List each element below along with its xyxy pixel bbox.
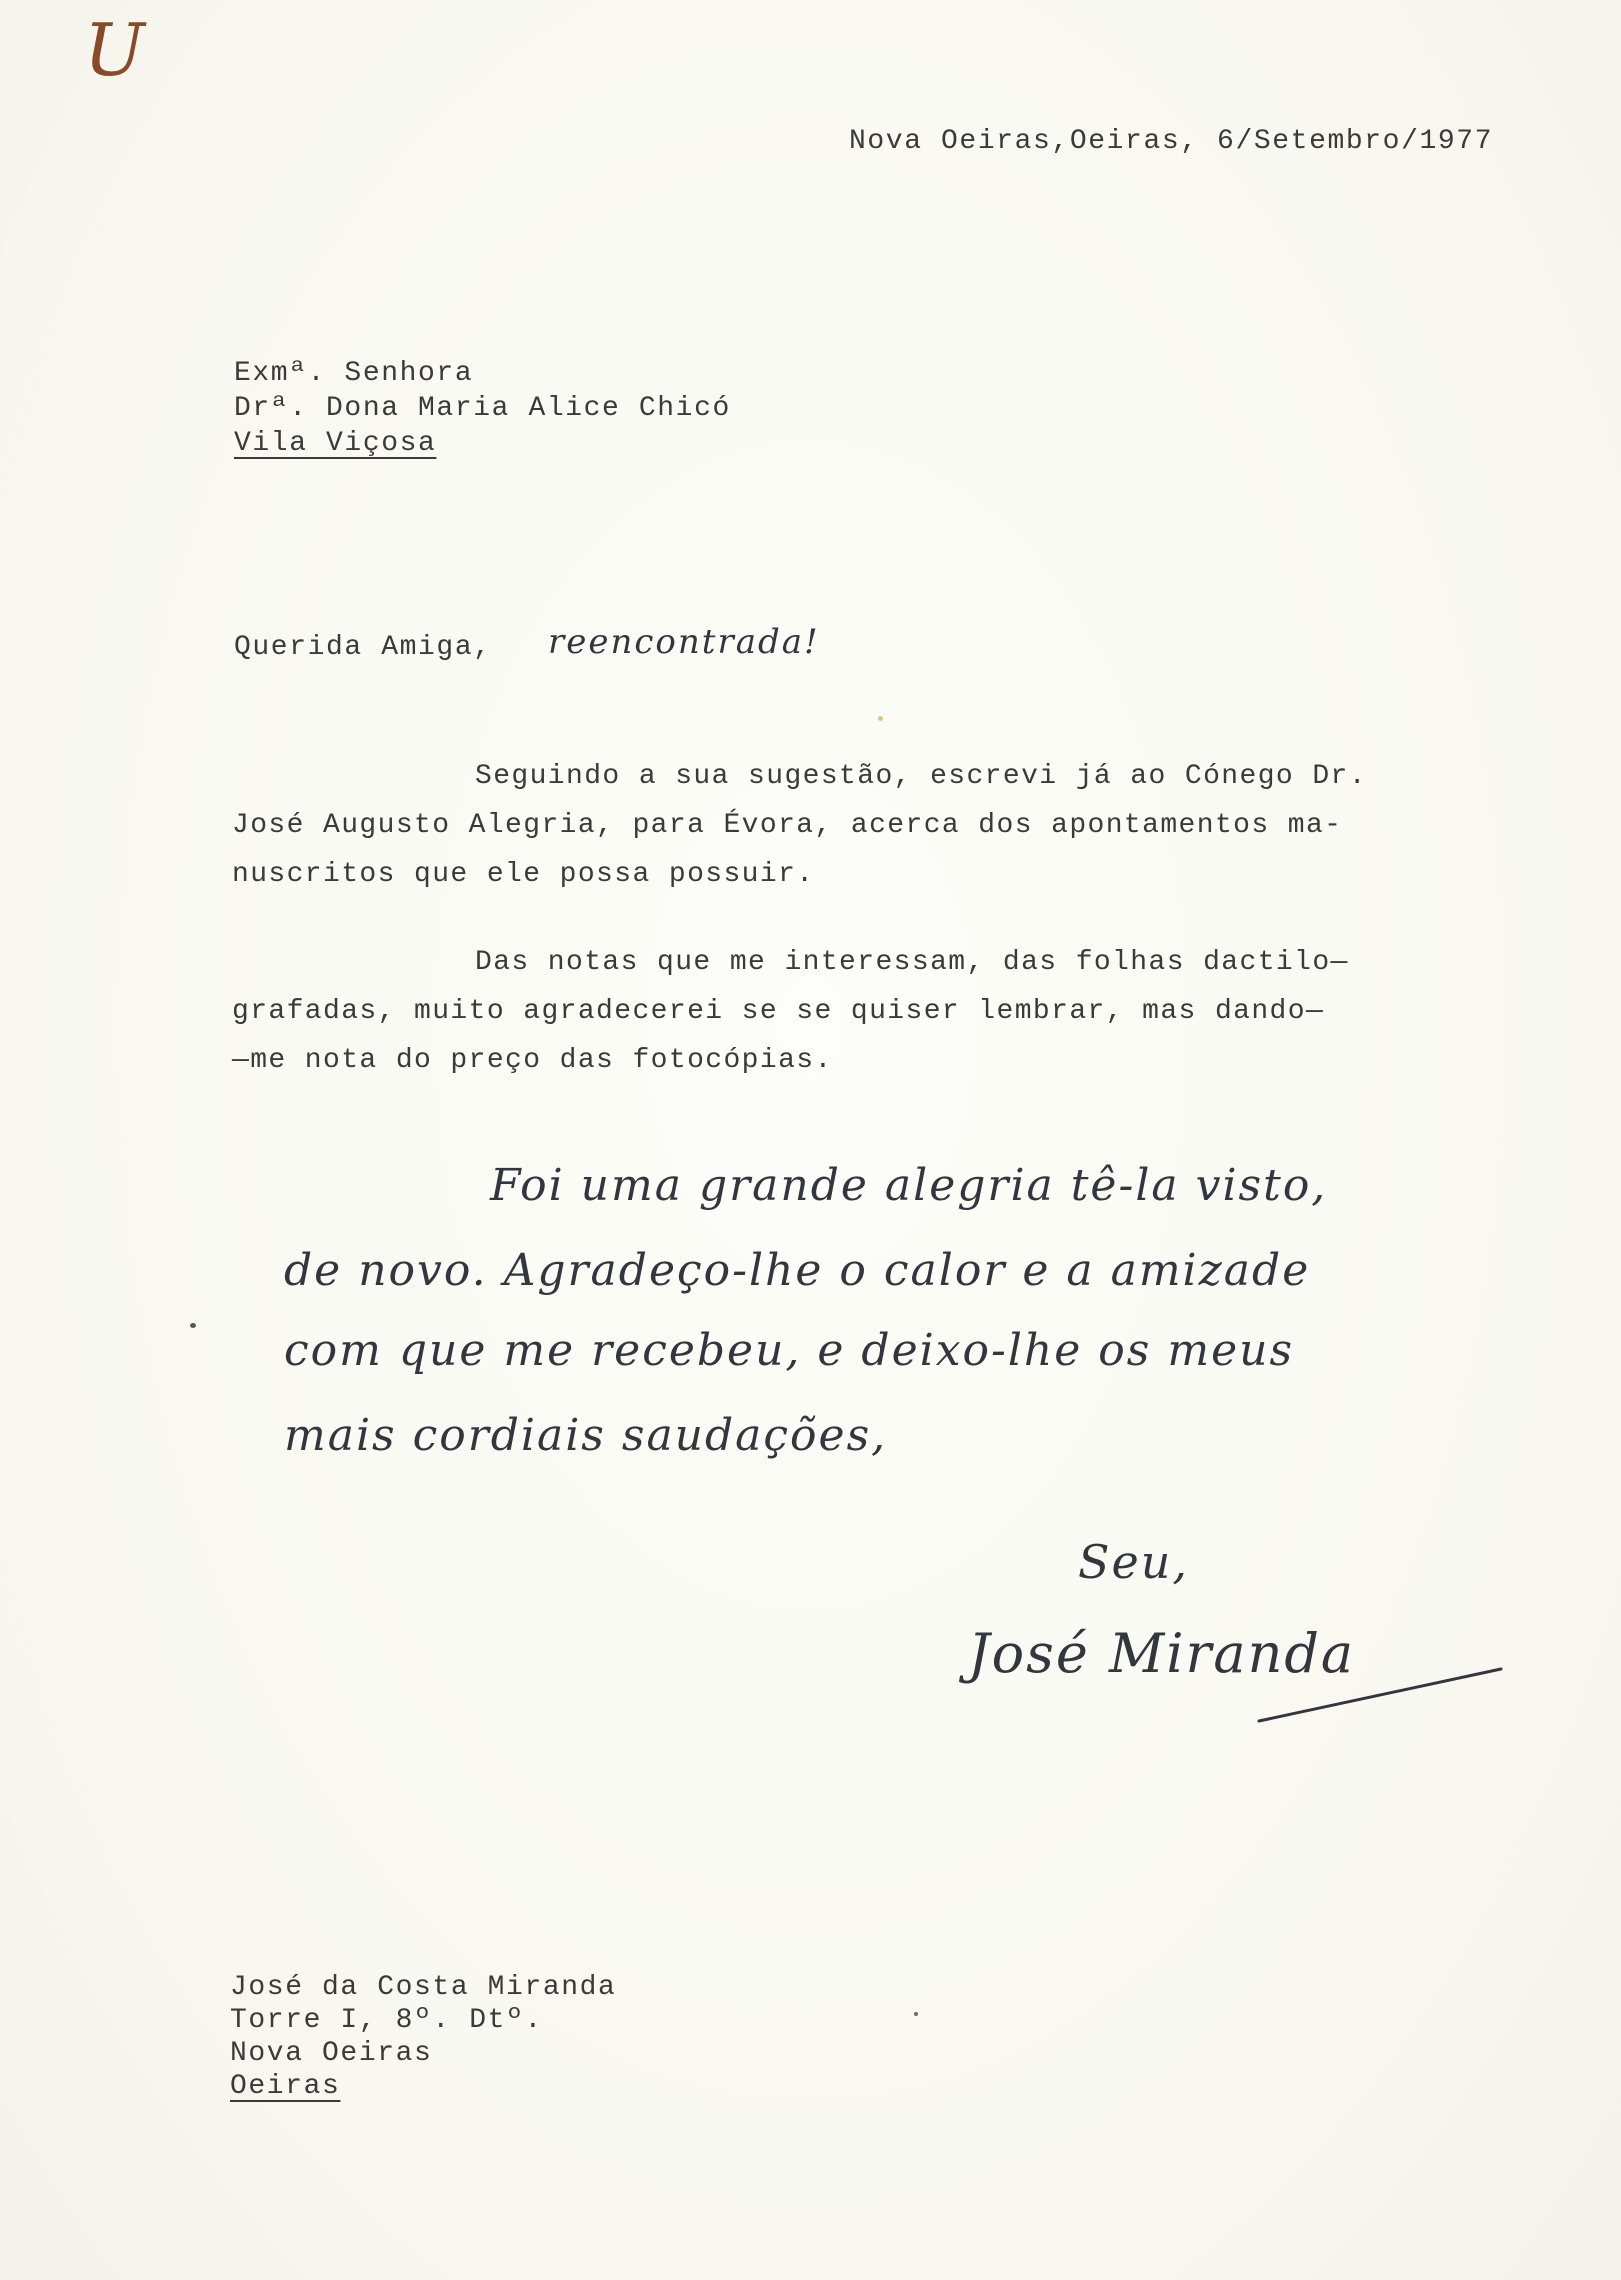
sender-line-2: Torre I, 8º. Dtº. bbox=[230, 2005, 543, 2036]
signature: José Miranda bbox=[968, 1622, 1356, 1685]
corner-mark: U bbox=[84, 8, 147, 92]
paragraph-2-line-3: —me nota do preço das fotocópias. bbox=[232, 1045, 833, 1076]
ink-speck bbox=[878, 716, 883, 721]
ink-speck bbox=[914, 2012, 918, 2016]
sender-line-1: José da Costa Miranda bbox=[230, 1972, 617, 2003]
handwritten-note-line-3: com que me recebeu, e deixo-lhe os meus bbox=[284, 1325, 1295, 1376]
paragraph-1-line-2: José Augusto Alegria, para Évora, acerca dos apontamentos ma- bbox=[232, 810, 1343, 841]
paragraph-2 bbox=[232, 938, 1482, 1085]
paragraph-1 bbox=[232, 752, 1482, 899]
handwritten-note-line-4: mais cordiais saudações, bbox=[284, 1410, 888, 1461]
paragraph-2-line-2: grafadas, muito agradecerei se se quiser lembrar, mas dando— bbox=[232, 996, 1325, 1027]
date-line: Nova Oeiras,Oeiras, 6/Setembro/1977 bbox=[849, 126, 1494, 157]
closing: Seu, bbox=[1078, 1535, 1189, 1589]
sender-line-4: Oeiras bbox=[230, 2071, 341, 2102]
salutation: Querida Amiga, bbox=[234, 632, 492, 663]
recipient-line-3: Vila Viçosa bbox=[234, 428, 437, 459]
ink-speck bbox=[190, 1323, 196, 1328]
paragraph-1-line-3: nuscritos que ele possa possuir. bbox=[232, 859, 815, 890]
handwritten-note-line-2: de novo. Agradeço-lhe o calor e a amizade bbox=[284, 1245, 1311, 1296]
paragraph-1-line-1: Seguindo a sua sugestão, escrevi já ao Cónego Dr. bbox=[475, 761, 1367, 792]
handwritten-note-line-1: Foi uma grande alegria tê-la visto, bbox=[490, 1160, 1328, 1211]
signature-underline bbox=[1255, 1665, 1505, 1725]
sender-line-3: Nova Oeiras bbox=[230, 2038, 433, 2069]
recipient-line-1: Exmª. Senhora bbox=[234, 358, 474, 389]
paragraph-2-line-1: Das notas que me interessam, das folhas dactilo— bbox=[475, 947, 1349, 978]
recipient-line-2: Drª. Dona Maria Alice Chicó bbox=[234, 393, 731, 424]
salutation-handwritten: reencontrada! bbox=[548, 622, 820, 662]
